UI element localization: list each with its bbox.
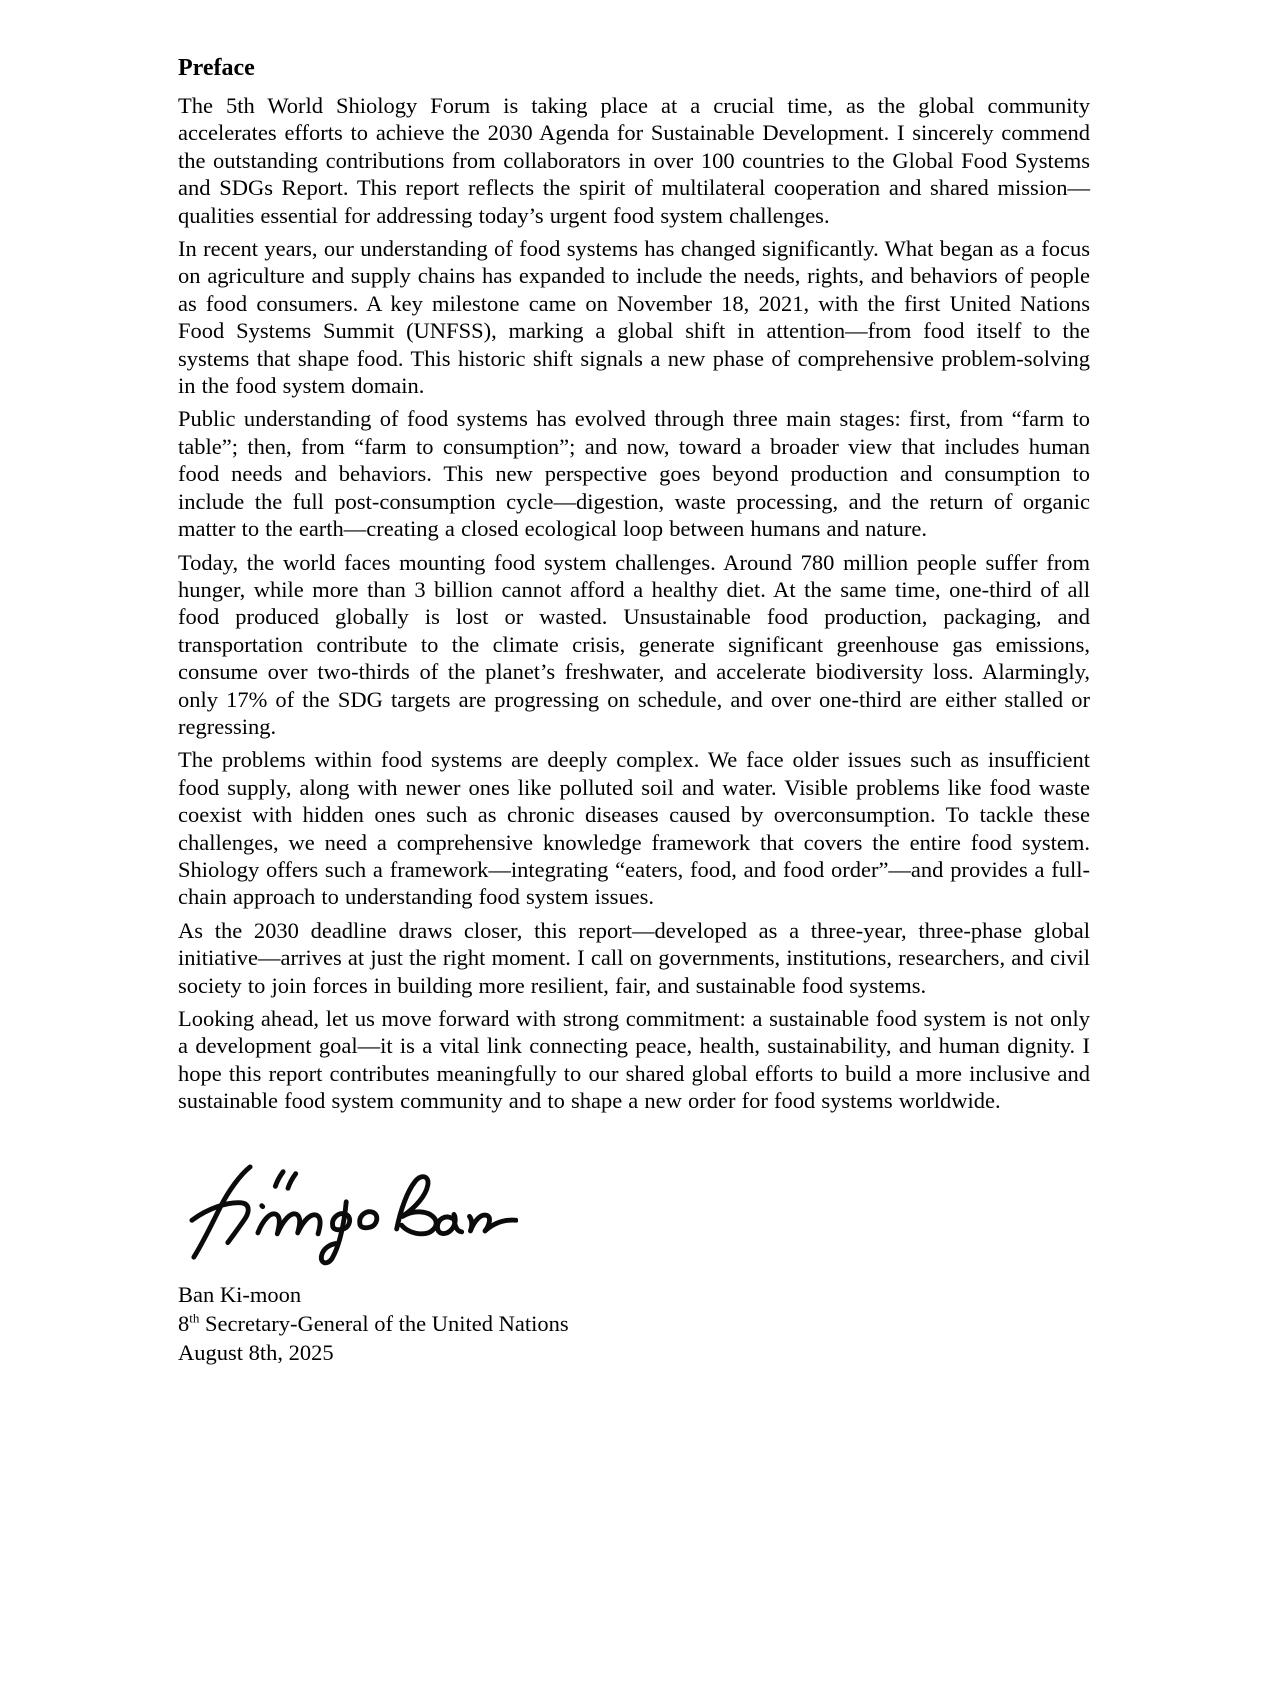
preface-paragraph-1: The 5th World Shiology Forum is taking place at a crucial time, as the global community accelerates efforts to achieve the 2030 Agenda for Sustainable Development. I sincerely commend the outstanding contributions from collaborators in over 100 countries to the Global Food Systems and SDGs Report. This report reflects the spirit of multilateral cooperation and shared mission—qualities essential for addressing today’s urgent food system challenges. bbox=[178, 93, 1090, 228]
preface-content bbox=[178, 54, 1090, 1367]
preface-paragraph-6: As the 2030 deadline draws closer, this report—developed as a three-year, three-phase global initiative—arrives at just the right moment. I call on governments, institutions, researchers, and civil society to join forces in building more resilient, fair, and sustainable food systems. bbox=[178, 917, 1090, 998]
ordinal-superscript: th bbox=[189, 1310, 200, 1326]
signature-block bbox=[178, 1159, 1090, 1367]
preface-paragraph-4: Today, the world faces mounting food system challenges. Around 780 million people suffer from hunger, while more than 3 billion cannot afford a healthy diet. At the same time, one-third of all food produced globally is lost or wasted. Unsustainable food production, packaging, and transportation contribute to the climate crisis, generate significant greenhouse gas emissions, consume over two-thirds of the planet’s freshwater, and accelerate biodiversity loss. Alarmingly, only 17% of the SDG targets are progressing on schedule, and over one-third are either stalled or regressing. bbox=[178, 549, 1090, 739]
preface-heading: Preface bbox=[178, 55, 255, 81]
signature-text-lines bbox=[178, 1280, 1090, 1367]
preface-paragraph-7: Looking ahead, let us move forward with strong commitment: a sustainable food system is not only a development goal—it is a vital link connecting peace, health, sustainability, and human dignity. I hope this report contributes meaningfully to our shared global efforts to build a more inclusive and sustainable food system community and to shape a new order for food systems worldwide. bbox=[178, 1006, 1090, 1114]
preface-paragraph-5: The problems within food systems are deeply complex. We face older issues such as insufficient food supply, along with newer ones like polluted soil and water. Visible problems like food waste coexist with hidden ones such as chronic diseases caused by overconsumption. To tackle these challenges, we need a comprehensive knowledge framework that covers the entire food system. Shiology offers such a framework—integrating “eaters, food, and food order”—and provides a full-chain approach to understanding food system issues. bbox=[178, 747, 1090, 910]
preface-paragraph-3: Public understanding of food systems has evolved through three main stages: first, from “farm to table”; then, from “farm to consumption”; and now, toward a broader view that includes human food needs and behaviors. This new perspective goes beyond production and consumption to include the full post-consumption cycle—digestion, waste processing, and the return of organic matter to the earth—creating a closed ecological loop between humans and nature. bbox=[178, 406, 1090, 542]
handwritten-signature-image bbox=[188, 1159, 518, 1266]
signature-date: August 8th, 2025 bbox=[178, 1339, 334, 1365]
preface-paragraph-2: In recent years, our understanding of food systems has changed significantly. What began as a focus on agriculture and supply chains has expanded to include the needs, rights, and behaviors of people as food consumers. A key milestone came on November 18, 2021, with the first United Nations Food Systems Summit (UNFSS), marking a global shift in attention—from food itself to the systems that shape food. This historic shift signals a new phase of comprehensive problem-solving in the food system domain. bbox=[178, 236, 1090, 399]
signer-title: 8th Secretary-General of the United Nations bbox=[178, 1310, 569, 1336]
signer-name: Ban Ki-moon bbox=[178, 1281, 302, 1307]
